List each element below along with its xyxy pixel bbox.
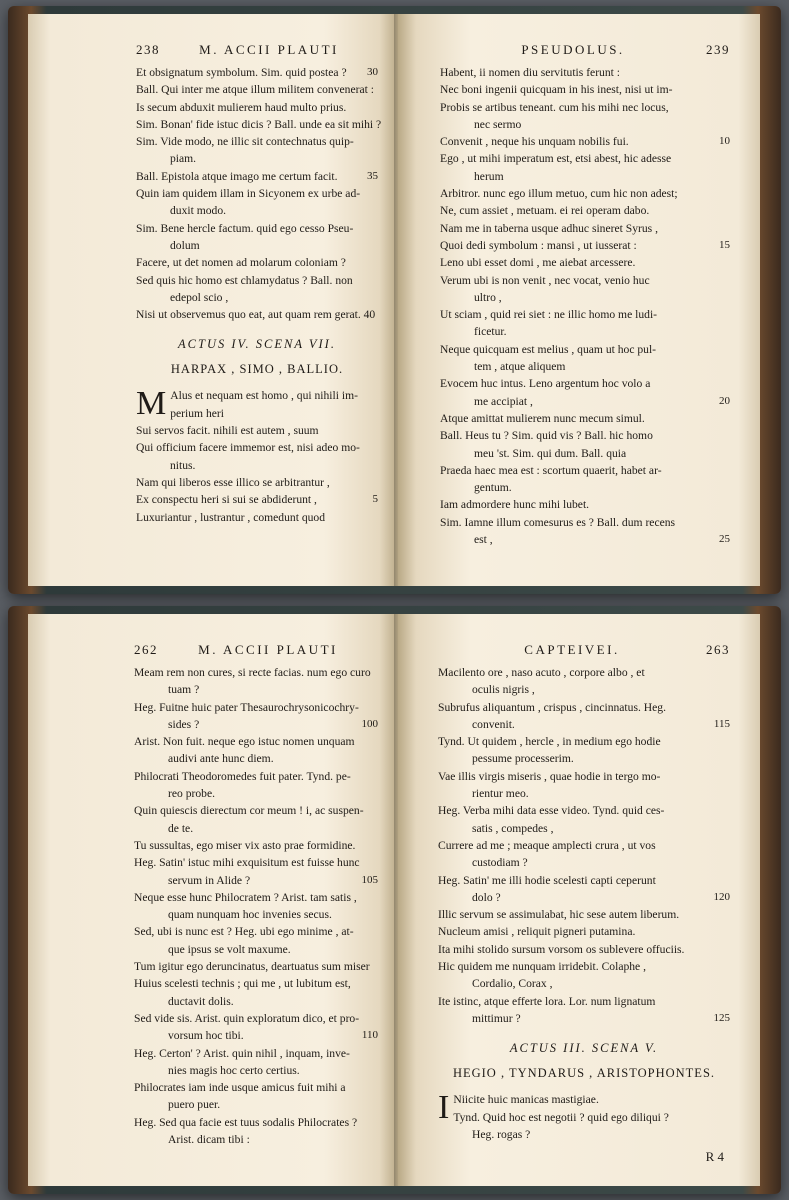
text-line [134, 681, 378, 698]
text-line [438, 941, 730, 958]
line-text: audivi ante hunc diem. [168, 752, 274, 766]
line-text: Qui officium facere immemor est, nisi adeo mo- [136, 441, 360, 455]
text-line [440, 150, 730, 167]
text-line [438, 820, 730, 837]
text-line [134, 993, 378, 1010]
line-text: gentum. [474, 481, 512, 495]
line-text: Arist. Non fuit. neque ego istuc nomen unquam [134, 735, 355, 749]
text-line [134, 958, 378, 975]
line-text: ultro , [474, 290, 502, 304]
text-line [440, 81, 730, 98]
text-line [438, 906, 730, 923]
text-line [438, 785, 730, 802]
line-text: Heg. Sed qua facie est tuus sodalis Philocrates ? [134, 1115, 358, 1129]
text-line [134, 699, 378, 716]
text-line [440, 254, 730, 271]
text-line [440, 427, 730, 444]
running-title: CAPTEIVEI. [524, 642, 620, 657]
line-text: custodiam ? [472, 856, 528, 870]
text-line [136, 168, 378, 185]
page-number: 239 [706, 42, 730, 57]
line-text: Tynd. Quid hoc est negotii ? quid ego diliqui ? [453, 1110, 669, 1124]
text-line [134, 923, 378, 940]
text-line [440, 306, 730, 323]
text-block [438, 664, 730, 1027]
page-263 [398, 614, 760, 1186]
line-text: Facere, ut det nomen ad molarum coloniam ? [136, 256, 346, 270]
bottom-book-photo [8, 606, 781, 1194]
text-line [134, 1027, 378, 1044]
line-text: Et obsignatum symbolum. Sim. quid postea ? [136, 66, 347, 79]
line-text: Heg. Satin' istuc mihi exquisitum est fuisse hunc [134, 856, 360, 870]
line-text: nitus. [170, 458, 196, 472]
text-line [440, 185, 730, 202]
text-line [440, 202, 730, 219]
text-line [136, 116, 382, 133]
line-text: Probis se artibus teneant. cum his mihi nec locus, [440, 100, 669, 114]
line-text: ductavit dolis. [168, 994, 234, 1008]
scene-heading: ACTUS III. SCENA V. [509, 1041, 659, 1056]
text-line [136, 422, 378, 439]
text-line [134, 664, 378, 681]
line-text: Arist. dicam tibi : [168, 1133, 250, 1147]
line-text: satis , compedes , [472, 821, 554, 835]
line-text: perium heri [170, 406, 224, 420]
line-text: que ipsus se volt maxume. [168, 942, 291, 956]
line-text: Quoi dedi symbolum : mansi , ut iusserat : [440, 238, 637, 252]
line-text: Tu sussultas, ego miser vix asto prae formidine. [134, 838, 356, 852]
text-line [136, 254, 378, 271]
top-book-photo [8, 6, 781, 594]
line-number: 10 [719, 135, 730, 148]
text-line [440, 531, 730, 548]
line-text: Alus et nequam est homo , qui nihili im- [170, 389, 358, 403]
line-text: Nucleum amisi , reliquit pigneri putamina. [438, 925, 636, 939]
text-line [438, 975, 730, 992]
text-line [134, 750, 378, 767]
text-line [136, 237, 378, 254]
text-line [440, 168, 730, 185]
line-text: pessume processerim. [472, 752, 574, 766]
text-line [134, 1045, 378, 1062]
line-text: rientur meo. [472, 787, 529, 801]
text-line [440, 99, 730, 116]
text-line [136, 474, 378, 491]
text-line [438, 750, 730, 767]
line-text: Tum igitur ego deruncinatus, deartuatus sum miser [134, 960, 370, 974]
line-number: 120 [713, 890, 730, 903]
line-text: Sui servos facit. nihili est autem , suum [136, 424, 319, 438]
text-line [136, 272, 378, 289]
text-block [136, 64, 382, 323]
line-text: dolo ? [472, 890, 501, 904]
text-line [136, 306, 378, 323]
text-line [438, 664, 730, 681]
line-text: Verum ubi is non venit , nec vocat, venio huc [440, 273, 650, 287]
line-text: Ex conspectu heri si sui se abdiderunt , [136, 493, 317, 507]
line-text: Ball. Epistola atque imago me certum facit. [136, 169, 338, 183]
line-text: Heg. Certon' ? Arist. quin nihil , inquam, inve- [134, 1046, 350, 1060]
line-text: Vae illis virgis miseris , quae hodie in tergo mo- [438, 769, 661, 783]
text-line [134, 785, 378, 802]
line-text: Evocem huc intus. Leno argentum hoc volo a [440, 377, 651, 391]
text-line [438, 958, 730, 975]
line-text: meu 'st. Sim. qui dum. Ball. quia [474, 446, 627, 460]
line-text: nies magis hoc certo certius. [168, 1063, 300, 1077]
text-line [134, 820, 378, 837]
line-text: Sim. Iamne illum comesurus es ? Ball. dum recens [440, 515, 676, 529]
line-text: Philocrati Theodoromedes fuit pater. Tynd. pe- [134, 769, 351, 783]
line-text: reo probe. [168, 787, 215, 801]
line-text: Nam qui liberos esse illico se arbitrantur , [136, 475, 330, 489]
line-text: Arbitror. nunc ego illum metuo, cum hic non adest; [440, 187, 678, 201]
line-text: Sed vide sis. Arist. quin exploratum dico, et pro- [134, 1011, 360, 1025]
text-line [440, 410, 730, 427]
text-line [136, 81, 378, 98]
line-text: Ita mihi stolido sursum vorsom os sublevere offuciis. [438, 942, 685, 956]
text-line [440, 220, 730, 237]
text-line [136, 457, 378, 474]
text-line [438, 872, 730, 889]
scene-heading: ACTUS IV. SCENA VII. [178, 337, 336, 352]
line-text: Tynd. Ut quidem , hercle , in medium ego hodie [438, 735, 661, 749]
line-number: 5 [372, 493, 378, 506]
line-text: est , [474, 533, 493, 547]
line-text: Nec boni ingenii quicquam in his inest, nisi ut im- [440, 83, 673, 97]
text-line [134, 1114, 378, 1131]
line-text: Luxuriantur , lustrantur , comedunt quod [136, 510, 326, 524]
line-text: Sim. Vide modo, ne illic sit contechnatus quip- [136, 135, 354, 149]
line-text: Neque esse hunc Philocratem ? Arist. tam satis , [134, 890, 357, 904]
text-line [438, 837, 730, 854]
character-list: HEGIO , TYNDARUS , ARISTOPHONTES. [452, 1066, 716, 1081]
line-text: convenit. [472, 717, 515, 731]
text-line [440, 323, 730, 340]
text-line [440, 375, 730, 392]
page-239 [398, 14, 760, 586]
line-number: 20 [719, 394, 730, 407]
line-text: herum [474, 169, 504, 183]
line-text: Ego , ut mihi imperatum est, etsi abest, hic adesse [440, 152, 672, 166]
character-list: HARPAX , SIMO , BALLIO. [170, 362, 344, 377]
text-line [134, 941, 378, 958]
line-text: Iam admordere hunc mihi lubet. [440, 498, 590, 512]
line-text: Nisi ut observemus quo eat, aut quam rem gerat. 40 [136, 308, 376, 322]
text-line [438, 993, 730, 1010]
text-line [438, 768, 730, 785]
line-number: 105 [361, 873, 378, 886]
line-text: Convenit , neque his unquam nobilis fui. [440, 135, 629, 149]
text-line [134, 854, 378, 871]
line-text: edepol scio , [170, 290, 229, 304]
text-line [438, 1010, 730, 1027]
line-text: Huius scelesti technis ; qui me , ut lubitum est, [134, 977, 351, 991]
line-text: Is secum abduxit mulierem haud multo prius. [136, 100, 347, 114]
text-line [134, 1010, 378, 1027]
text-line [136, 405, 378, 422]
line-text: Sim. Bene hercle factum. quid ego cesso Pseu- [136, 221, 354, 235]
text-line [134, 1079, 378, 1096]
line-text: quam nunquam hoc invenies secus. [168, 908, 332, 922]
text-line [440, 462, 730, 479]
line-text: Subrufus aliquantum , crispus , cincinnatus. Heg. [438, 700, 666, 714]
line-text: dolum [170, 238, 200, 252]
line-number: 35 [367, 169, 378, 182]
running-title: M. ACCII PLAUTI [198, 642, 338, 657]
text-line [438, 923, 730, 940]
line-text: nec sermo [474, 117, 522, 131]
text-line [438, 1109, 730, 1126]
line-text: Quin iam quidem illam in Sicyonem ex urbe ad- [136, 187, 361, 201]
text-block [136, 387, 378, 525]
text-line [438, 854, 730, 871]
text-line [134, 733, 378, 750]
line-text: sides ? [168, 717, 200, 731]
running-title: PSEUDOLUS. [521, 42, 625, 57]
line-number: 125 [713, 1011, 730, 1024]
line-text: Ball. Heus tu ? Sim. quid vis ? Ball. hic homo [440, 429, 653, 443]
text-line [440, 289, 730, 306]
running-head [438, 642, 730, 658]
text-line [438, 1126, 730, 1143]
line-text: Ite istinc, atque efferte lora. Lor. num lignatum [438, 994, 656, 1008]
text-line [136, 99, 378, 116]
text-line [440, 64, 730, 81]
running-title: M. ACCII PLAUTI [199, 42, 339, 57]
text-line [438, 681, 730, 698]
line-text: tem , atque aliquem [474, 360, 566, 374]
text-block [438, 1091, 730, 1143]
line-text: piam. [170, 152, 197, 166]
line-text: Quin quiescis dierectum cor meum ! i, ac suspen- [134, 804, 364, 818]
text-line [438, 699, 730, 716]
line-text: ficetur. [474, 325, 507, 339]
line-number: 15 [719, 238, 730, 251]
line-text: Neque quicquam est melius , quam ut hoc pul- [440, 342, 657, 356]
text-line [440, 393, 730, 410]
text-line [438, 889, 730, 906]
line-text: vorsum hoc tibi. [168, 1029, 244, 1043]
line-text: tuam ? [168, 683, 200, 697]
line-text: duxit modo. [170, 204, 227, 218]
text-line [136, 64, 378, 81]
line-text: Currere ad me ; meaque amplecti crura , ut vos [438, 838, 656, 852]
line-text: Hic quidem me nunquam irridebit. Colaphe , [438, 960, 646, 974]
page-number: 262 [134, 642, 158, 657]
line-text: Heg. Fuitne huic pater Thesaurochrysonicochry- [134, 700, 359, 714]
text-line [136, 220, 378, 237]
line-text: Philocrates iam inde usque amicus fuit mihi a [134, 1081, 346, 1095]
drop-cap: I [438, 1089, 450, 1127]
text-line [134, 837, 378, 854]
line-number: 100 [361, 717, 378, 730]
text-line [134, 872, 378, 889]
text-line [440, 133, 730, 150]
text-line [136, 133, 378, 150]
running-head [136, 42, 378, 58]
text-line [440, 341, 730, 358]
line-text: Leno ubi esset domi , me aiebat arcessere. [440, 256, 636, 270]
text-line [136, 185, 378, 202]
line-text: mittimur ? [472, 1011, 521, 1025]
text-line [440, 237, 730, 254]
line-text: Ne, cum assiet , metuam. ei rei operam dabo. [440, 204, 650, 218]
page-number: 263 [705, 642, 730, 657]
line-text: Heg. Satin' me illi hodie scelesti capti ceperunt [438, 873, 656, 887]
text-line [136, 387, 378, 404]
text-block [134, 664, 378, 1148]
text-line [136, 439, 378, 456]
text-line [440, 358, 730, 375]
text-line [134, 716, 378, 733]
line-text: Niicite huic manicas mastigiae. [453, 1093, 599, 1107]
line-text: Illic servum se assimulabat, hic sese autem liberum. [438, 908, 680, 922]
text-line [134, 975, 378, 992]
text-line [438, 716, 730, 733]
line-number: 115 [713, 717, 730, 730]
line-number: 110 [361, 1029, 378, 1042]
text-line [134, 1096, 378, 1113]
text-line [440, 272, 730, 289]
line-text: Heg. Verba mihi data esse video. Tynd. quid ces- [438, 804, 665, 818]
text-line [440, 496, 730, 513]
running-head [134, 642, 378, 658]
line-text: Nam me in taberna usque adhuc sineret Syrus , [440, 221, 658, 235]
line-text: puero puer. [168, 1098, 221, 1112]
text-line [440, 479, 730, 496]
text-line [438, 1091, 730, 1108]
line-text: Habent, ii nomen diu servitutis ferunt : [440, 66, 620, 79]
page-238 [28, 14, 398, 586]
text-line [440, 514, 730, 531]
text-line [134, 1131, 378, 1148]
drop-cap: M [136, 385, 167, 423]
text-block [440, 64, 730, 548]
line-text: servum in Alide ? [168, 873, 251, 887]
line-text: oculis nigris , [472, 683, 535, 697]
text-line [440, 445, 730, 462]
line-text: Sed, ubi is nunc est ? Heg. ubi ego minime , at- [134, 925, 354, 939]
line-text: Macilento ore , naso acuto , corpore albo , et [438, 666, 645, 679]
signature-mark: R 4 [705, 1149, 724, 1165]
line-number: 30 [367, 66, 378, 78]
running-head [440, 42, 730, 58]
line-text: Atque amittat mulierem nunc mecum simul. [440, 411, 645, 425]
line-text: Sed quis hic homo est chlamydatus ? Ball. non [136, 273, 353, 287]
text-line [438, 733, 730, 750]
line-text: Ball. Qui inter me atque illum militem convenerat : [136, 83, 374, 97]
line-text: Sim. Bonan' fide istuc dicis ? Ball. unde ea sit mihi ? [136, 117, 382, 131]
text-line [136, 491, 378, 508]
line-text: Meam rem non cures, si recte facias. num ego curo [134, 666, 371, 679]
line-text: de te. [168, 821, 194, 835]
text-line [136, 289, 378, 306]
line-number: 25 [719, 533, 730, 546]
text-line [136, 509, 378, 526]
text-line [438, 802, 730, 819]
line-text: Ut sciam , quid rei siet : ne illic homo me ludi- [440, 308, 658, 322]
text-line [136, 202, 378, 219]
line-text: Cordalio, Corax , [472, 977, 553, 991]
text-line [440, 116, 730, 133]
page-262 [28, 614, 398, 1186]
text-line [134, 768, 378, 785]
text-line [134, 889, 378, 906]
line-text: Heg. rogas ? [472, 1127, 531, 1141]
text-line [134, 1062, 378, 1079]
line-text: Praeda haec mea est : scortum quaerit, habet ar- [440, 463, 662, 477]
page-number: 238 [136, 42, 160, 57]
text-line [134, 906, 378, 923]
text-line [136, 150, 378, 167]
line-text: me accipiat , [474, 394, 533, 408]
text-line [134, 802, 378, 819]
